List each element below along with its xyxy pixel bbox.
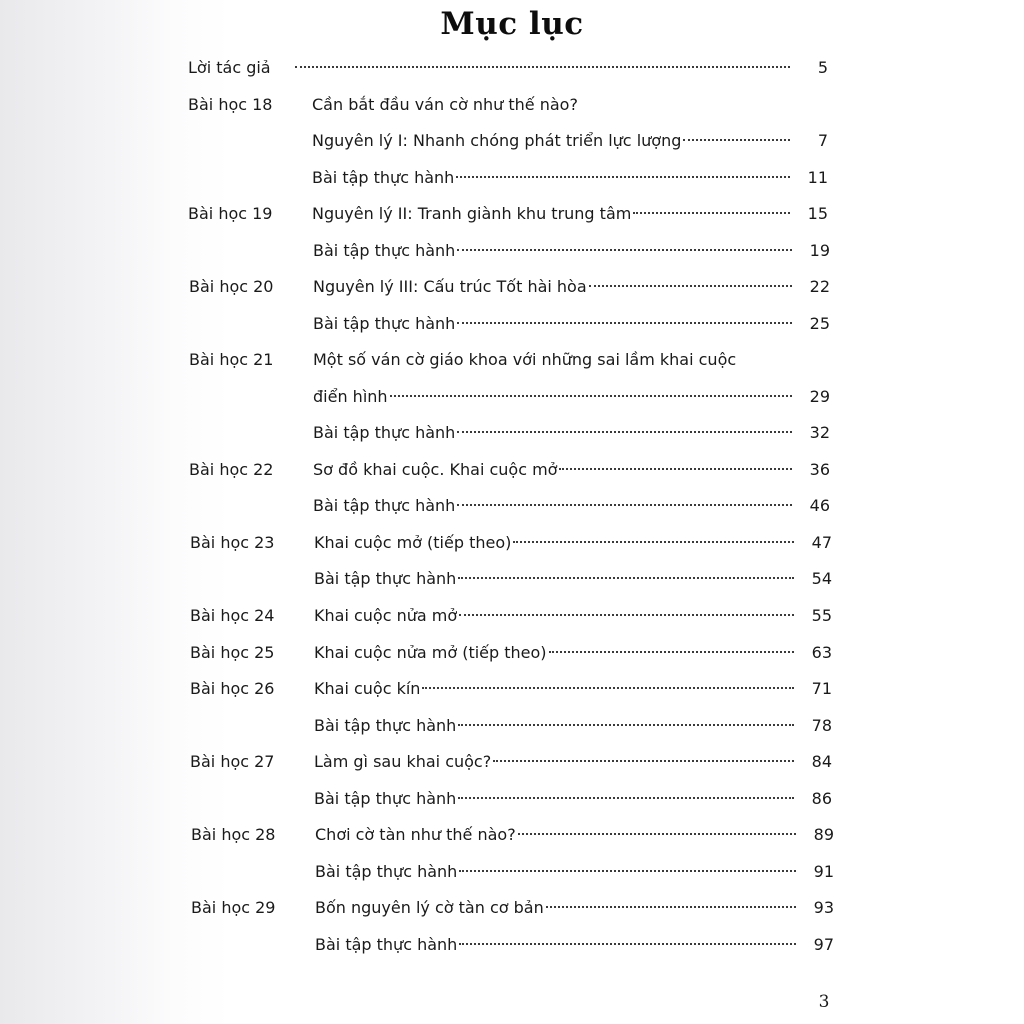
toc-row xyxy=(0,822,1024,848)
lesson-label: Bài học 22 xyxy=(189,460,274,479)
toc-leader-dots xyxy=(513,541,794,543)
toc-row xyxy=(0,713,1024,739)
toc-leader-dots xyxy=(459,870,796,872)
toc-page-ref: 36 xyxy=(809,460,830,479)
toc-page-ref: 93 xyxy=(813,898,834,917)
toc-entry xyxy=(313,457,830,483)
toc-leader-dots xyxy=(493,760,794,762)
toc-leader-dots xyxy=(457,322,792,324)
lesson-label: Bài học 18 xyxy=(188,95,273,114)
toc-row xyxy=(0,311,1024,337)
toc-entry xyxy=(314,530,832,556)
toc-entry xyxy=(312,165,828,191)
toc-entry-text: Khai cuộc kín xyxy=(314,679,421,698)
toc-row xyxy=(0,238,1024,264)
toc-row xyxy=(0,603,1024,629)
toc-page-ref: 78 xyxy=(811,716,832,735)
toc-entry-text: Khai cuộc mở (tiếp theo) xyxy=(314,533,512,552)
toc-row xyxy=(0,749,1024,775)
toc-entry-text: Sơ đồ khai cuộc. Khai cuộc mở xyxy=(313,460,558,479)
toc-entry-text: Cần bắt đầu ván cờ như thế nào? xyxy=(312,95,578,114)
lesson-label: Bài học 23 xyxy=(190,533,275,552)
toc-entry-text: Chơi cờ tàn như thế nào? xyxy=(315,825,516,844)
toc-entry-text: Bài tập thực hành xyxy=(314,716,457,735)
toc-entry-text: Bốn nguyên lý cờ tàn cơ bản xyxy=(315,898,544,917)
toc-row-author-note xyxy=(0,55,1024,81)
toc-entry-text: Nguyên lý III: Cấu trúc Tốt hài hòa xyxy=(313,277,587,296)
toc-page-ref: 91 xyxy=(813,862,834,881)
toc-page-ref: 19 xyxy=(809,241,830,260)
toc-page-ref: 47 xyxy=(811,533,832,552)
toc-leader-dots xyxy=(589,285,792,287)
toc-leader-dots xyxy=(457,504,792,506)
toc-row xyxy=(0,859,1024,885)
toc-page-ref: 71 xyxy=(811,679,832,698)
toc-title: Mục lục xyxy=(440,6,584,42)
lesson-label: Bài học 27 xyxy=(190,752,275,771)
toc-row xyxy=(0,786,1024,812)
toc-entry xyxy=(313,311,830,337)
toc-row xyxy=(0,274,1024,300)
toc-page-ref: 63 xyxy=(811,643,832,662)
lesson-label: Bài học 25 xyxy=(190,643,275,662)
lesson-label: Bài học 19 xyxy=(188,204,273,223)
toc-entry-text: Bài tập thực hành xyxy=(313,496,456,515)
toc-entry xyxy=(315,859,834,885)
toc-page-ref: 5 xyxy=(817,58,828,77)
toc-leader-dots xyxy=(458,577,794,579)
toc-leader-dots xyxy=(459,943,796,945)
toc-leader-dots xyxy=(295,66,790,68)
toc-entry xyxy=(314,566,832,592)
toc-row xyxy=(0,165,1024,191)
toc-page-ref: 89 xyxy=(813,825,834,844)
lesson-label: Bài học 29 xyxy=(191,898,276,917)
toc-row xyxy=(0,457,1024,483)
toc-page-ref: 55 xyxy=(811,606,832,625)
toc-row xyxy=(0,493,1024,519)
toc-page-ref: 54 xyxy=(811,569,832,588)
toc-row xyxy=(0,128,1024,154)
toc-page-ref: 84 xyxy=(811,752,832,771)
toc-page-ref: 86 xyxy=(811,789,832,808)
toc-page-ref: 22 xyxy=(809,277,830,296)
toc-entry-text: Khai cuộc nửa mở (tiếp theo) xyxy=(314,643,547,662)
toc-entry xyxy=(314,676,832,702)
toc-row xyxy=(0,201,1024,227)
toc-leader-dots xyxy=(458,724,794,726)
toc-row xyxy=(0,347,1024,373)
toc-entry-text: Bài tập thực hành xyxy=(313,423,456,442)
toc-entry-text: Bài tập thực hành xyxy=(313,314,456,333)
toc-row xyxy=(0,640,1024,666)
toc-entry xyxy=(313,238,830,264)
toc-entry xyxy=(313,420,830,446)
toc-entry xyxy=(314,749,832,775)
toc-entry-text: Lời tác giả xyxy=(188,58,271,77)
toc-leader-dots xyxy=(559,468,792,470)
toc-leader-dots xyxy=(633,212,790,214)
lesson-label: Bài học 26 xyxy=(190,679,275,698)
toc-entry xyxy=(315,895,834,921)
toc-entry-text: điển hình xyxy=(313,387,388,406)
toc-row xyxy=(0,676,1024,702)
toc-entry xyxy=(314,603,832,629)
toc-leader-dots xyxy=(549,651,794,653)
toc-entry xyxy=(313,493,830,519)
toc-row xyxy=(0,932,1024,958)
toc-row xyxy=(0,530,1024,556)
toc-page-ref: 15 xyxy=(807,204,828,223)
toc-entry xyxy=(312,92,828,118)
toc-entry xyxy=(314,786,832,812)
toc-leader-dots xyxy=(459,614,794,616)
lesson-label: Bài học 21 xyxy=(189,350,274,369)
toc-entry-text: Bài tập thực hành xyxy=(314,789,457,808)
toc-leader-dots xyxy=(458,797,794,799)
toc-entry xyxy=(313,274,830,300)
toc-leader-dots xyxy=(457,431,792,433)
toc-row xyxy=(0,384,1024,410)
toc-entry-text: Một số ván cờ giáo khoa với những sai lầm khai cuộc xyxy=(313,350,737,369)
toc-page-ref: 7 xyxy=(817,131,828,150)
toc-entry-text: Bài tập thực hành xyxy=(315,935,458,954)
toc-page-ref: 32 xyxy=(809,423,830,442)
toc-entry-text: Bài tập thực hành xyxy=(315,862,458,881)
toc-entry xyxy=(312,128,828,154)
toc-entry xyxy=(314,713,832,739)
toc-leader-dots xyxy=(546,906,796,908)
toc-entry-text: Khai cuộc nửa mở xyxy=(314,606,458,625)
toc-leader-dots xyxy=(456,176,790,178)
toc-row xyxy=(0,895,1024,921)
toc-row xyxy=(0,92,1024,118)
lesson-label: Bài học 20 xyxy=(189,277,274,296)
toc-leader-dots xyxy=(422,687,794,689)
toc-page-ref: 29 xyxy=(809,387,830,406)
toc-entry xyxy=(188,55,828,81)
toc-page-ref: 25 xyxy=(809,314,830,333)
toc-entry-text: Nguyên lý II: Tranh giành khu trung tâm xyxy=(312,204,632,223)
toc-leader-dots xyxy=(683,139,790,141)
toc-leader-dots xyxy=(390,395,792,397)
toc-entry-text: Bài tập thực hành xyxy=(313,241,456,260)
toc-entry xyxy=(313,347,830,373)
toc-page-ref: 11 xyxy=(807,168,828,187)
toc-entry-text: Bài tập thực hành xyxy=(312,168,455,187)
toc-page-ref: 97 xyxy=(813,935,834,954)
lesson-label: Bài học 24 xyxy=(190,606,275,625)
toc-entry-text: Nguyên lý I: Nhanh chóng phát triển lực lượng xyxy=(312,131,682,150)
toc-entry-text: Làm gì sau khai cuộc? xyxy=(314,752,492,771)
toc-row xyxy=(0,420,1024,446)
page-number: 3 xyxy=(818,992,830,1012)
toc-row xyxy=(0,566,1024,592)
toc-entry-text: Bài tập thực hành xyxy=(314,569,457,588)
toc-entry xyxy=(314,640,832,666)
toc-entry xyxy=(312,201,828,227)
toc-page-ref: 46 xyxy=(809,496,830,515)
toc-entry xyxy=(315,932,834,958)
toc-leader-dots xyxy=(457,249,792,251)
toc-entry xyxy=(313,384,830,410)
lesson-label: Bài học 28 xyxy=(191,825,276,844)
toc-entry xyxy=(315,822,834,848)
toc-leader-dots xyxy=(518,833,796,835)
